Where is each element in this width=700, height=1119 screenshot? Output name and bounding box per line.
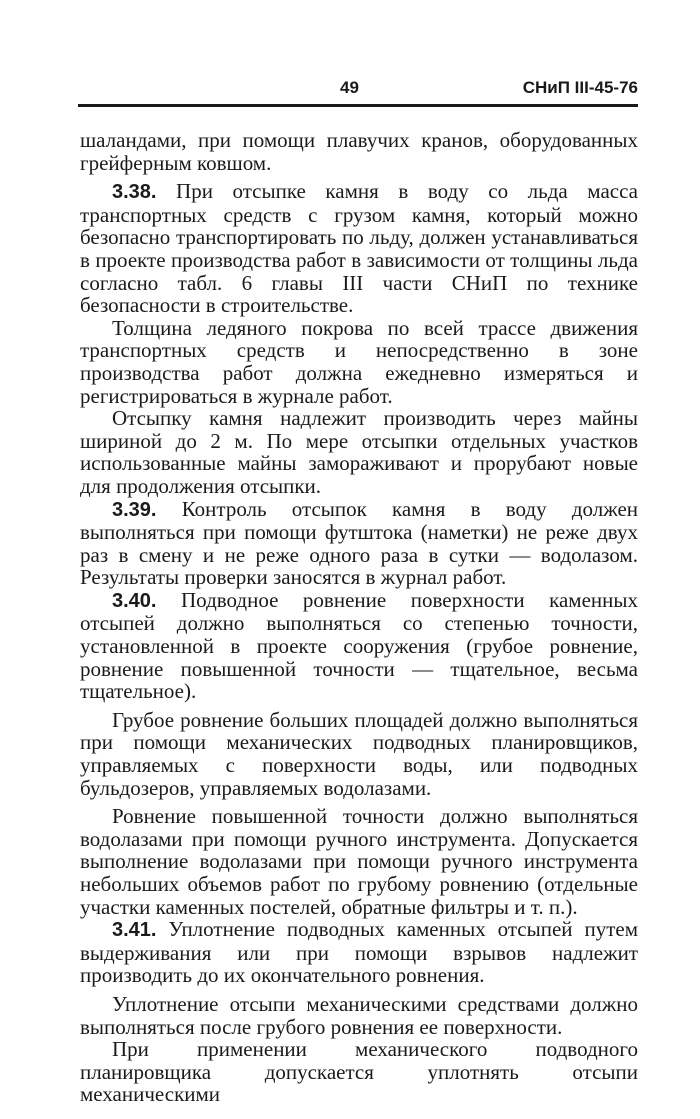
paragraph-3-41: [80, 918, 638, 987]
paragraph-text: шаландами, при помощи плавучих кранов, оборудованных грейферным ковшом.: [80, 128, 638, 175]
paragraph-planner: [80, 1038, 638, 1106]
paragraph-continuation: [80, 129, 638, 174]
section-number: 3.40.: [112, 589, 157, 612]
paragraph-3-40: [80, 589, 638, 703]
section-number: 3.38.: [112, 181, 157, 204]
paragraph-3-39: [80, 498, 638, 589]
page-header: [78, 76, 638, 107]
document-code: СНиП III-45-76: [522, 78, 638, 97]
paragraph-text: Уплотнение подводных каменных отсыпей путем выдерживания или при помощи взрывов надлежит производить до их окончательного ровнения.: [80, 917, 638, 988]
paragraph-precise-leveling: [80, 805, 638, 918]
paragraph-text: При отсыпке камня в воду со льда масса транспортных средств с грузом камня, который можно безопасно транспортировать по льду, должен устанавливаться в проекте производства работ в зависимости от толщины льда согласно табл. 6 главы III части СНиП по технике безопасности в строительстве.: [80, 179, 638, 318]
paragraph-ice-holes: [80, 407, 638, 497]
paragraph-text: Отсыпку камня надлежит производить через майны шириной до 2 м. По мере отсыпки отдельных участков использованные майны замораживают и прорубают новые для продолжения отсыпки.: [80, 406, 638, 498]
paragraph-text: Толщина ледяного покрова по всей трассе движения транспортных средств и непосредственно в зоне производства работ должна ежедневно измеряться и регистрироваться в журнале работ.: [80, 315, 638, 408]
paragraph-text: Уплотнение отсыпи механическими средствами должно выполняться после грубого ровнения ее поверхности.: [80, 991, 638, 1039]
paragraph-text: Ровнение повышенной точности должно выполняться водолазами при помощи ручного инструмента. Допускается выполнение водолазами при помощи ручного инструмента небольших объемов работ по грубому ровнению (отдельные участки каменных постелей, обратные фильтры и т. п.).: [80, 804, 638, 919]
page-number: 49: [340, 78, 359, 97]
paragraph-text: При применении механического подводного планировщика допускается уплотнять отсыпи механическими: [80, 1037, 638, 1107]
paragraph-text: Подводное ровнение поверхности каменных отсыпей должно выполняться со степенью точности, установленной в проекте сооружения (грубое ровнение, ровнение повышенной точности — тщательное, весьма тщательное).: [80, 587, 638, 704]
paragraph-rough-leveling: [80, 709, 638, 799]
section-number: 3.39.: [112, 498, 157, 521]
section-number: 3.41.: [112, 919, 157, 942]
paragraph-text: Контроль отсыпок камня в воду должен выполняться при помощи футштока (наметки) не реже двух раз в смену и не реже одного раза в сутки — водолазом. Результаты проверки заносятся в журнал работ.: [80, 496, 638, 590]
paragraph-text: Грубое ровнение больших площадей должно выполняться при помощи механических подводных планировщиков, управляемых с поверхности воды, или подводных бульдозеров, управляемых водолазами.: [80, 707, 638, 800]
paragraph-compaction: [80, 993, 638, 1038]
paragraph-3-38: [80, 180, 638, 317]
paragraph-ice-thickness: [80, 317, 638, 407]
body-text: [80, 129, 638, 1106]
